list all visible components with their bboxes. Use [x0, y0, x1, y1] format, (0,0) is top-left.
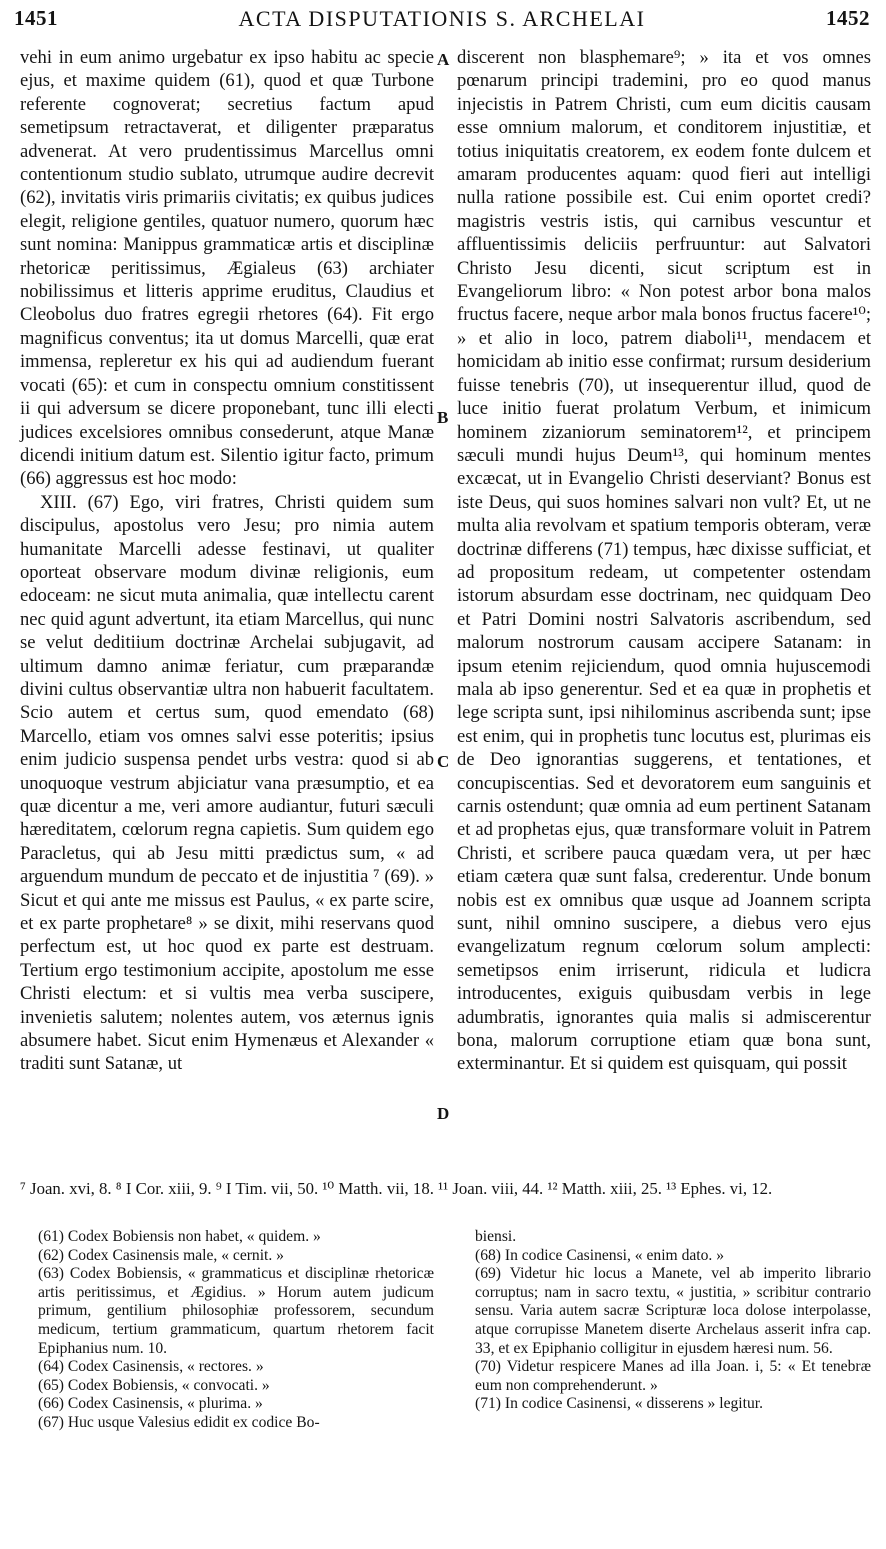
page-number-right: 1452	[826, 6, 870, 30]
footnote: (71) In codice Casinensi, « disserens » legitur.	[475, 1395, 763, 1413]
margin-letter-d: D	[437, 1104, 450, 1123]
footnote: (69) Videtur hic locus a Manete, vel ab imperito librario corruptus; nam in sacro textu, « justitia, » scribitur contrario sensu. Varia autem sacræ Scripturæ loca dolose interpolasse, atque corrupisse Manetem diserte Archelaus asserit infra cap. 33, et ex Epiphanio colligitur in ejusdem hæresi num. 56.	[475, 1265, 871, 1357]
margin-letter-b: B	[437, 408, 449, 427]
footnote: biensi.	[475, 1228, 517, 1245]
footnote: (70) Videtur respicere Manes ad illa Joan. i, 5: « Et tenebræ eum non comprehenderunt. »	[475, 1358, 871, 1394]
paragraph: vehi in eum animo urgebatur ex ipso habitu ac specie ejus, et maxime quidem (61), quod et quæ Turbone referente cognoverat; secretius factum apud semetipsum retractaverat, et diligenter præparatus advenerat. At vero prudentissimus Marcellus omni contentionum studio sublato, utrumque audire decrevit (62), invitatis viris primariis civitatis; ex quibus judices elegit, religione gentiles, quatuor numero, quorum hæc sunt nomina: Manippus grammaticæ artis et disciplinæ rhetoricæ peritissimus, Ægialeus (63) archiater nobilissimus et litteris apprime eruditus, Claudius et Cleobolus duo fratres egregii rhetores (64). Fit ergo magnificus conventus; ita ut domus Marcelli, quæ erat immensa, repleretur ex his qui ad audiendum fuerant vocati (65): et cum in conspectu omnium constitissent ii qui adversum se dicere proponebant, tunc illi electi judices excelsiores omnibus consederunt, atque Manæ dicendi initium datum est. Silentio igitur facto, primum (66) aggressus est hoc modo:	[20, 47, 434, 490]
page-header	[10, 6, 874, 46]
footnote: (62) Codex Casinensis male, « cernit. »	[38, 1246, 284, 1264]
footnote: (61) Codex Bobiensis non habet, « quidem. »	[38, 1228, 321, 1245]
text-column-right	[457, 46, 871, 1076]
paragraph-chapter-13: XIII. (67) Ego, viri fratres, Christi quidem sum discipulus, apostolus vero Jesu; pro nimia autem humanitate Marcelli adesse festinavi, ut qualiter oporteat observare modum divinæ religionis, eum edoceam: ne sicut muta animalia, quæ intellectu carent nec quid agunt advertunt, ita etiam Marcellus, qui nunc se velut deditiium doctrinæ Archelai subjugavit, ad ultimum damno animæ feriatur, cum præparandæ divini cultus observantiæ ultra non habuerit facultatem. Scio autem et certus sum, quod emendato (68) Marcello, etiam vos omnes salvi esse poteritis; ipsius enim judicio suspensa pendet urbs vestra: quod si ab unoquoque vestrum abjiciatur vana præsumptio, et ea quæ dicentur a me, veri amore audiantur, futuri sæculi hæreditatem, cœlorum regna capietis. Sum quidem ego Paracletus, qui ab Jesu mitti prædictus sum, « ad arguendum mundum de peccato et de injustitia ⁷ (69). » Sicut et qui ante me missus est Paulus, « ex parte scire, et ex parte prophetare⁸ » se dixit, mihi reservans quod perfectum est, ut hoc quod ex parte est destruam. Tertium ergo testimonium accipite, apostolum me esse Christi electum: et si vultis mea verba suscipere, invenietis salutem; nolentes autem, vos æternus ignis absumere habet. Sicut enim Hymenæus et Alexander « traditi sunt Satanæ, ut	[20, 491, 434, 1075]
footnote: (63) Codex Bobiensis, « grammaticus et disciplinæ rhetoricæ artis peritissimus, et Ægidius. » Horum autem judicum primum, gentilium philosophiæ professorem, secundum medicum, tertium grammaticum, quartum rhetorem facit Epiphanius num. 10.	[38, 1265, 434, 1357]
footnotes-right	[457, 1228, 871, 1414]
footnote: (67) Huc usque Valesius edidit ex codice Bo-	[38, 1413, 320, 1431]
paragraph: discerent non blasphemare⁹; » ita et vos omnes pœnarum principi trademini, pro eo quod manus injecistis in Patrem Christi, cum eum dicitis causam esse omnium malorum, et conditorem injustitiæ, et totius iniquitatis creatorem, ex eodem fonte dulcem et amaram producentes aquam: quod fieri aut intelligi nulla ratione possibile est. Cui enim oportet credi? magistris vestris istis, qui carnibus vescuntur et affluentissimis deliciis perfruuntur: aut Salvatori Christo Jesu dicenti, sicut scriptum est in Evangeliorum libro: « Non potest arbor bona malos fructus facere, neque arbor mala bonos fructus facere¹⁰; » et alio in loco, patrem diaboli¹¹, mendacem et homicidam ab initio esse confirmat; rursum desiderium fuisse tenebris (70), ut insequerentur illud, quod de luce initio fuerat prolatum Verbum, et inimicum hominem zizaniorum seminatorem¹², et principem sæculi mundi hujus Deum¹³, qui hominum mentes excæcat, ut in Evangelio Christi deserviant? Bonus est iste Deus, qui suos homines salvari non vult? Et, ut ne multa alia revolvam et spatium temporis obteram, veræ doctrinæ differens (71) tempus, hæc dixisse sufficiat, et ad propositum redeam, ut competenter ostendam istorum absurdam esse doctrinam, nec quidquam Deo et Patri Domini nostri Salvatoris ascribendum, sed malorum nostrorum causam accipere Satanam: in ipsum etenim rejiciendum, quod omnia hujuscemodi mala ab ipso generentur. Sed et ea quæ in prophetis et lege scripta sunt, ipsi nihilominus ascribenda sunt; ipse est enim, qui in prophetis tunc locutus est, plurimas eis de Deo ignorantias suggerens, et tentationes, et concupiscentias. Sed et devoratorem eum sanguinis et carnis ostendunt; quæ omnia ad eum pertinent Satanam et ad prophetas ejus, quæ transformare voluit in Patrem Christi, et scribere pauca quædam vera, ut per hæc etiam cætera quæ sunt falsa, crederentur. Unde bonum nobis est ex omnibus quæ usque ad Joannem scripta sunt, nihil omnino suscipere, a diebus vero ejus evangelizatum regnum cœlorum solum amplecti: semetipsos enim irriserunt, ridicula et ludicra introducentes, exiguis quibusdam verbis in lege adumbratis, ignorantes quia malis si admiscerentur bona, malorum corruptione etiam quæ bona sunt, exterminantur. Et si quidem est quisquam, qui possit	[457, 47, 871, 1075]
footnote: (64) Codex Casinensis, « rectores. »	[38, 1358, 264, 1376]
margin-letter-c: C	[437, 752, 450, 771]
footnote: (68) In codice Casinensi, « enim dato. »	[475, 1246, 725, 1264]
scripture-references: ⁷ Joan. xvi, 8. ⁸ I Cor. xiii, 9. ⁹ I Tim. vii, 50. ¹⁰ Matth. vii, 18. ¹¹ Joan. viii, 44. ¹² Matth. xiii, 25. ¹³ Ephes. vi, 12.	[20, 1179, 773, 1198]
text-column-left	[20, 46, 434, 1076]
margin-letter-a: A	[437, 50, 450, 69]
footnotes-left	[20, 1228, 434, 1433]
page-number-left: 1451	[14, 6, 58, 30]
footnote: (66) Codex Casinensis, « plurima. »	[38, 1395, 263, 1413]
footnote: (65) Codex Bobiensis, « convocati. »	[38, 1376, 270, 1394]
running-title: ACTA DISPUTATIONIS S. ARCHELAI	[238, 6, 646, 31]
